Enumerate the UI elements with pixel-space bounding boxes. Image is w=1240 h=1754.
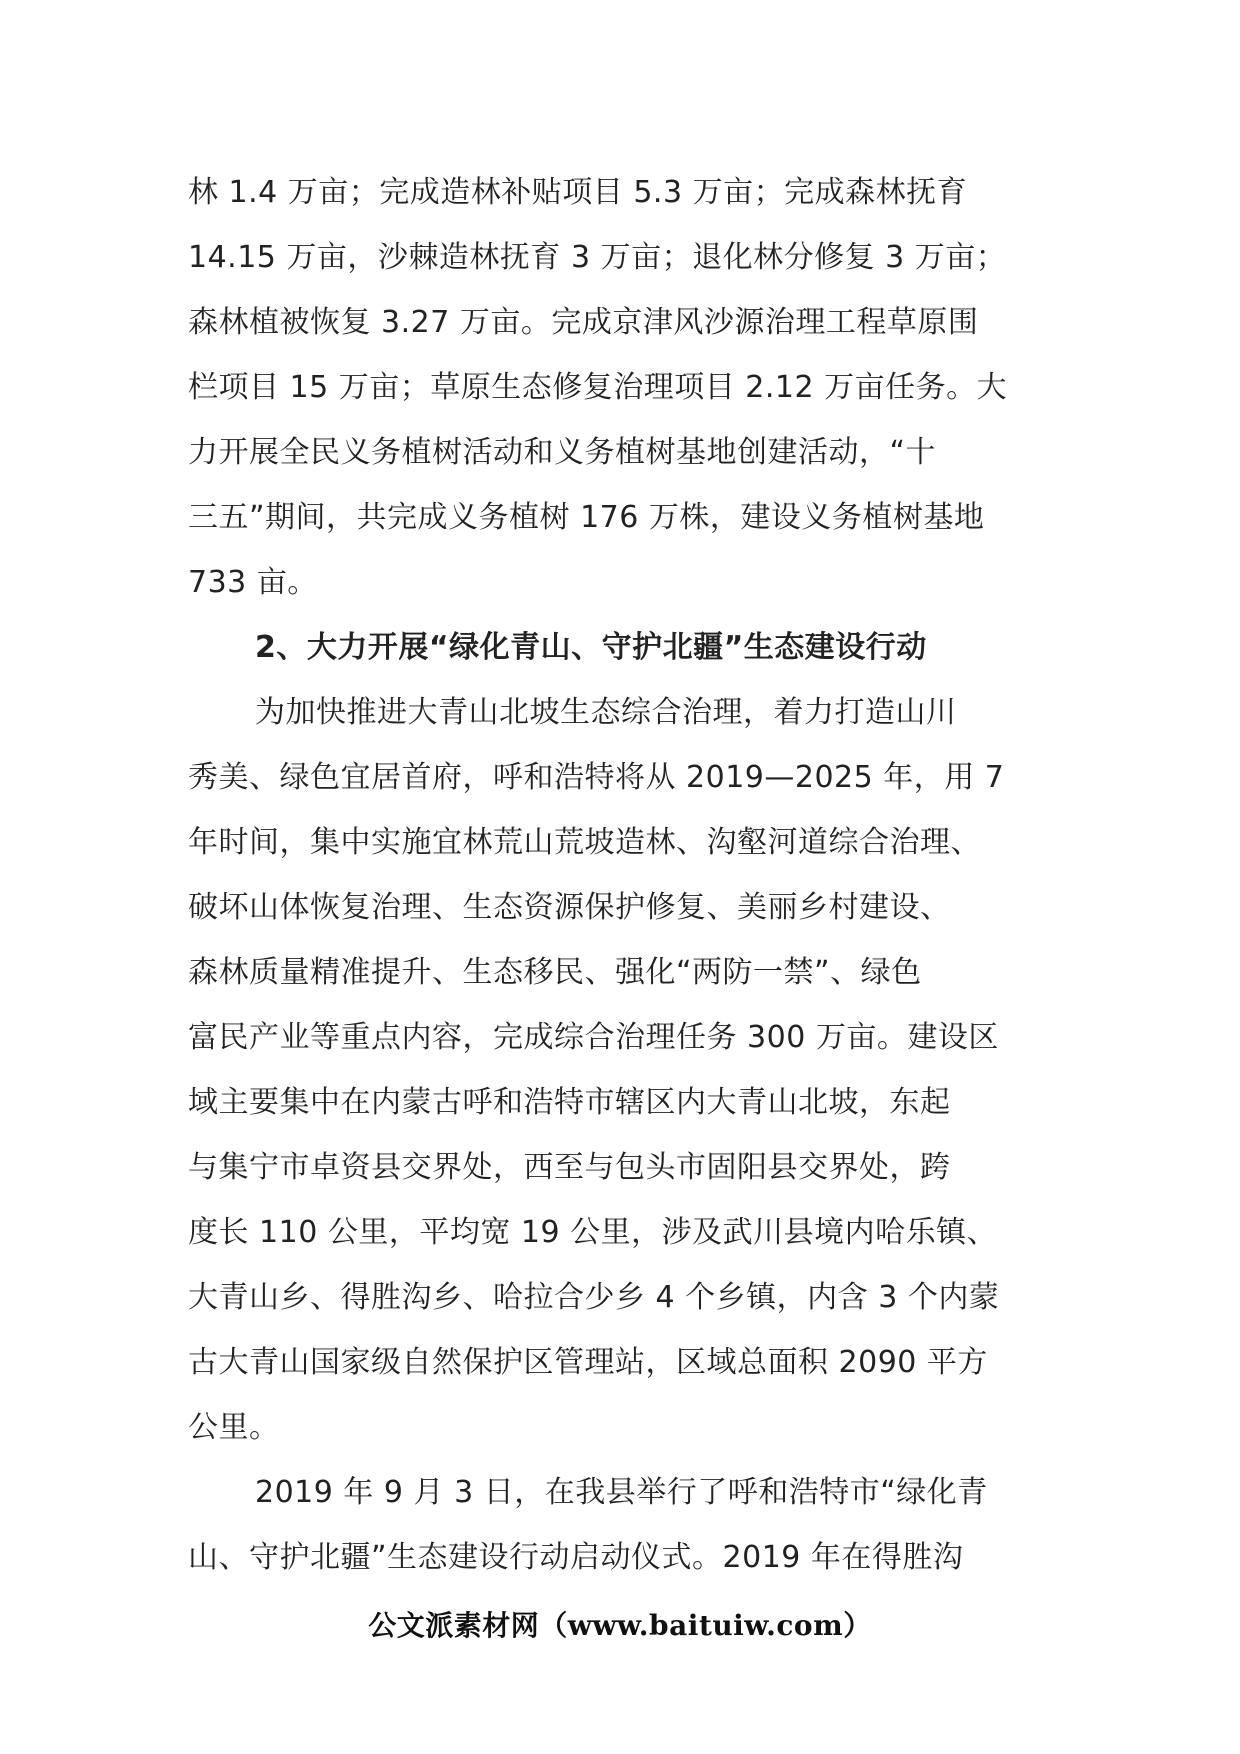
text-line: 为加快推进大青山北坡生态综合治理，着力打造山川 [255,695,957,730]
text-line: 2019 年 9 月 3 日，在我县举行了呼和浩特市“绿化青 [255,1475,988,1510]
text-line: 733 亩。 [188,565,318,600]
text-line: 力开展全民义务植树活动和义务植树基地创建活动，“十 [188,435,937,470]
text-line: 山、守护北疆”生态建设行动启动仪式。2019 年在得胜沟 [188,1540,964,1575]
text-line: 三五”期间，共完成义务植树 176 万株，建设义务植树基地 [188,500,985,535]
text-line: 林 1.4 万亩；完成造林补贴项目 5.3 万亩；完成森林抚育 [188,175,968,210]
text-line: 秀美、绿色宜居首府，呼和浩特将从 2019—2025 年，用 7 [188,760,1005,795]
text-line: 古大青山国家级自然保护区管理站，区域总面积 2090 平方 [188,1345,988,1380]
text-line: 破坏山体恢复治理、生态资源保护修复、美丽乡村建设、 [188,890,951,925]
text-line: 域主要集中在内蒙古呼和浩特市辖区内大青山北坡，东起 [188,1085,951,1120]
text-line: 富民产业等重点内容，完成综合治理任务 300 万亩。建设区 [188,1020,999,1055]
text-line: 栏项目 15 万亩；草原生态修复治理项目 2.12 万亩任务。大 [188,370,1008,405]
text-line: 年时间，集中实施宜林荒山荒坡造林、沟壑河道综合治理、 [188,825,981,860]
text-line: 与集宁市卓资县交界处，西至与包头市固阳县交界处，跨 [188,1150,951,1185]
text-line: 度长 110 公里，平均宽 19 公里，涉及武川县境内哈乐镇、 [188,1215,998,1250]
text-line: 森林植被恢复 3.27 万亩。完成京津风沙源治理工程草原围 [188,305,979,340]
text-line: 森林质量精准提升、生态移民、强化“两防一禁”、绿色 [188,955,922,990]
footer-watermark: 公文派素材网（www.baituiw.com） [368,1609,872,1642]
document-body [188,160,1068,1590]
section-heading: 2、大力开展“绿化青山、守护北疆”生态建设行动 [255,630,927,665]
text-line: 大青山乡、得胜沟乡、哈拉合少乡 4 个乡镇，内含 3 个内蒙 [188,1280,1000,1315]
text-line: 14.15 万亩，沙棘造林抚育 3 万亩；退化林分修复 3 万亩； [188,240,1007,275]
text-line: 公里。 [188,1410,280,1445]
